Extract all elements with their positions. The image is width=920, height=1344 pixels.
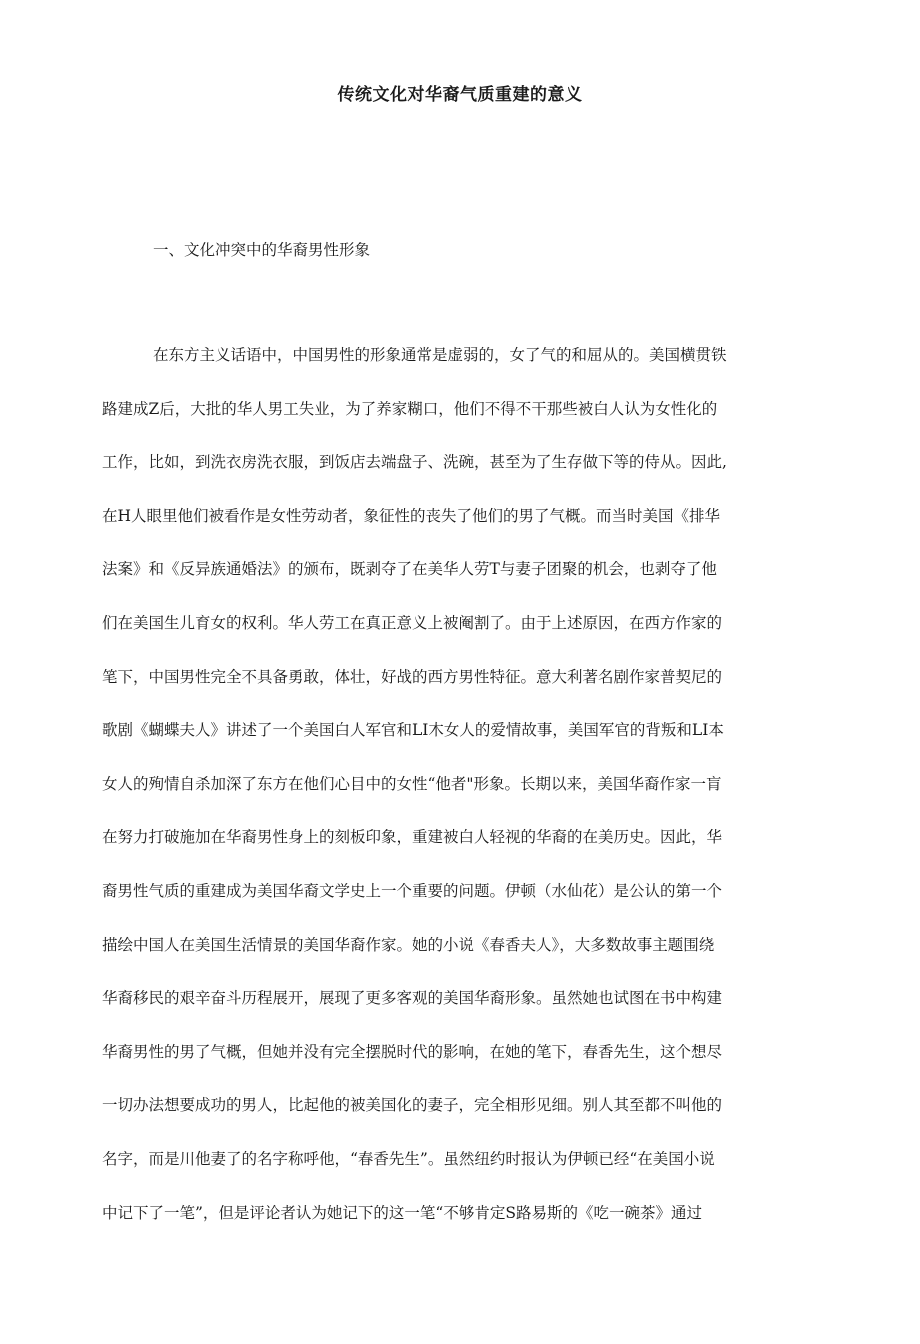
document-title: 传统文化对华裔气质重建的意义 (337, 85, 583, 105)
paragraph-line: 华裔男性的男了气概，但她并没有完全摆脱时代的影响，在她的笔下，春香先生，这个想尽 (102, 1042, 723, 1061)
paragraph-line: 法案》和《反异族通婚法》的颁布，既剥夺了在美华人劳T与妻子团聚的机会，也剥夺了他 (102, 560, 717, 579)
paragraph-line: 中记下了一笔”，但是评论者认为她记下的这一笔“不够肯定S路易斯的《吃一碗茶》通过 (102, 1203, 702, 1222)
paragraph-line: 在努力打破施加在华裔男性身上的刻板印象，重建被白人轻视的华裔的在美历史。因此，华 (102, 828, 723, 847)
paragraph-line: 女人的殉情自杀加深了东方在他们心目中的女性“他者"形象。长期以来，美国华裔作家一肓 (102, 774, 722, 793)
paragraph-line: 一切办法想要成功的男人，比起他的被美国化的妻子，完全相形见细。别人其至都不叫他的 (102, 1096, 723, 1115)
paragraph-line: 工作，比如，到洗衣房洗衣服，到饭店去端盘子、洗碗，甚至为了生存做下等的侍从。因此, (102, 453, 727, 472)
paragraph-line: 裔男性气质的重建成为美国华裔文学史上一个重要的问题。伊顿（水仙花）是公认的第一个 (102, 881, 723, 900)
body-paragraph (102, 336, 782, 1247)
paragraph-line: 路建成Z后，大批的华人男工失业，为了养家糊口，他们不得不干那些被白人认为女性化的 (102, 399, 718, 418)
paragraph-line: 歌剧《蝴蝶夫人》讲述了一个美国白人军官和LI木女人的爱情故事，美国军官的背叛和LI本 (102, 721, 724, 740)
paragraph-line: 华裔移民的艰辛奋斗历程展开，展现了更多客观的美国华裔形象。虽然她也试图在书中构建 (102, 989, 723, 1008)
paragraph-line: 笔下，中国男性完全不具备勇敢，体壮，好战的西方男性特征。意大利著名剧作家普契尼的 (102, 667, 723, 686)
section-heading: 一、文化冲突中的华裔男性形象 (153, 241, 371, 259)
paragraph-line: 在H人眼里他们被看作是女性劳动者，象征性的丧失了他们的男了气概。而当时美国《排华 (102, 506, 721, 525)
paragraph-line: 在东方主义话语中，中国男性的形象通常是虚弱的，女了气的和屈从的。美国横贯铁 (153, 346, 727, 364)
paragraph-line: 描绘中国人在美国生活情景的美国华裔作家。她的小说《春香夫人》，大多数故事主题围绕 (102, 935, 715, 954)
paragraph-line: 们在美国生儿育女的权利。华人劳工在真正意义上被阉割了。由于上述原因，在西方作家的 (102, 613, 723, 632)
paragraph-line: 名字，而是川他妻了的名字称呼他，“春香先生”。虽然纽约时报认为伊顿已经“在美国小说 (102, 1149, 715, 1168)
